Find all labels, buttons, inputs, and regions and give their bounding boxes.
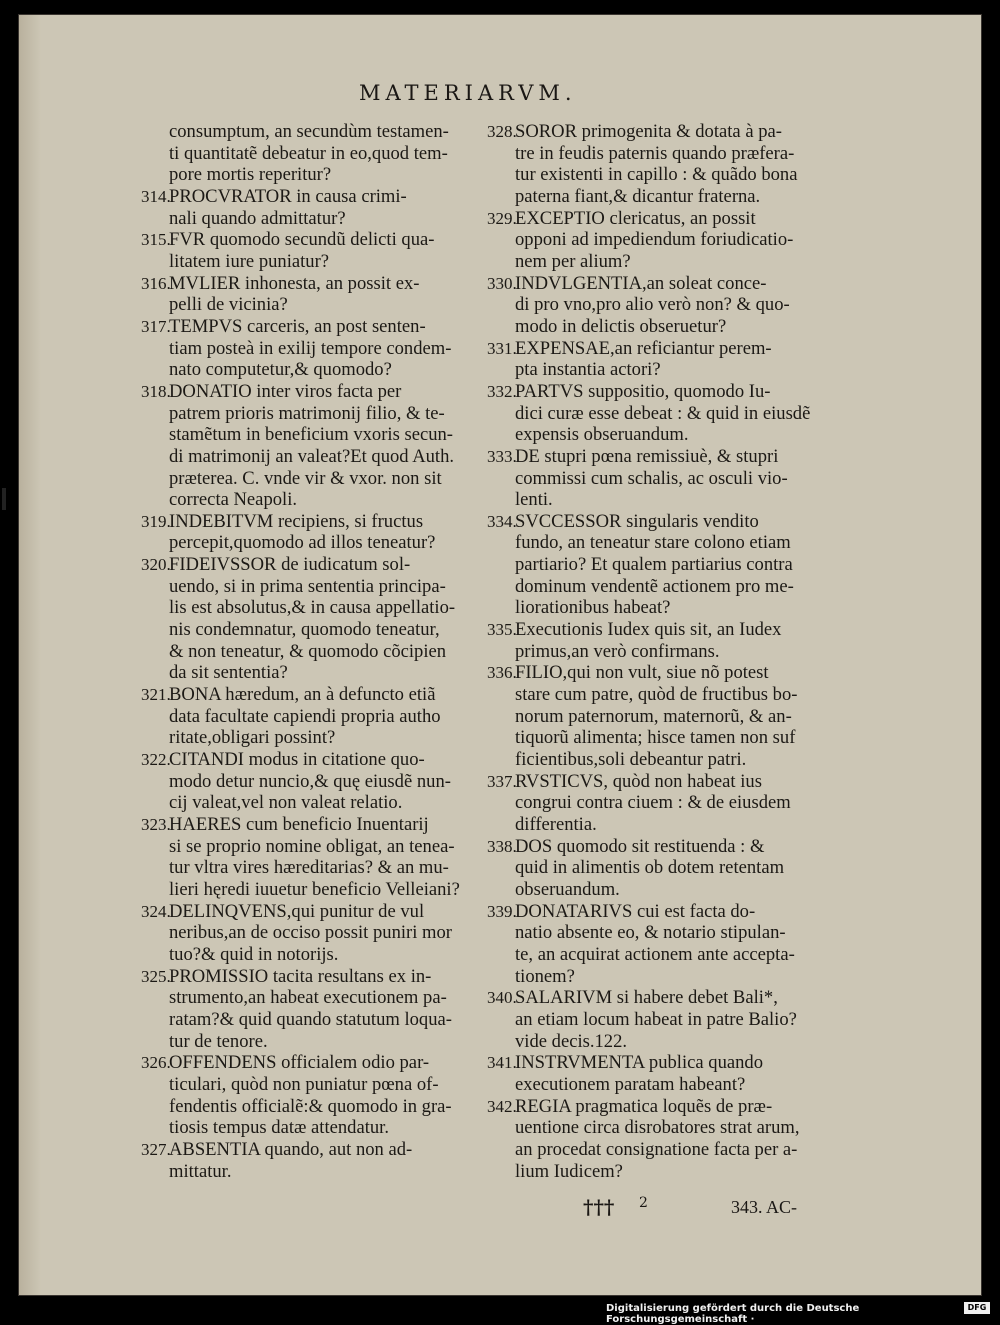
entry-number: 315. [141, 230, 171, 250]
entry-line: FILIO,qui non vult, siue nõ potest [515, 662, 769, 684]
entry-line: executionem paratam habeant? [515, 1073, 746, 1095]
entry-line: SOROR primogenita & dotata à pa- [515, 121, 782, 142]
entry-number: 335. [487, 620, 517, 640]
entry-number: 342. [487, 1096, 517, 1116]
entry-line: FVR quomodo secundũ delicti qua- [169, 229, 435, 251]
entry-line: INDVLGENTIA,an soleat conce- [515, 272, 767, 294]
index-entry [487, 771, 847, 836]
entry-line: dominum vendentẽ actionem pro me- [515, 575, 794, 597]
entry-number: 324. [141, 901, 171, 921]
entry-line: percepit,quomodo ad illos teneatur? [169, 532, 436, 554]
entry-number: 326. [141, 1053, 171, 1073]
book-page [18, 14, 982, 1296]
index-entry [141, 1052, 501, 1139]
entry-line: paterna fiant,& dicantur fraterna. [515, 185, 761, 207]
index-entry [487, 208, 847, 273]
index-entry [487, 121, 847, 208]
index-entry [487, 1052, 847, 1095]
index-entry [487, 1096, 847, 1183]
entry-line: modo detur nuncio,& quę eiusdẽ nun- [169, 770, 451, 792]
entry-line: pore mortis reperitur? [169, 164, 332, 186]
entry-line: ABSENTIA quando, aut non ad- [169, 1138, 413, 1160]
entry-line: te, an acquirat actionem ante accepta- [515, 943, 795, 965]
entry-line: primus,an verò confirmans. [515, 640, 720, 662]
scan-edge-mark [2, 488, 6, 510]
entry-line: ticulari, quòd non puniatur pœna of- [169, 1073, 439, 1095]
entry-line: tur existenti in capillo : & quãdo bona [515, 164, 798, 186]
entry-line: stamẽtum in beneficium vxoris secun- [169, 424, 453, 446]
index-entry [487, 836, 847, 901]
entry-number: 341. [487, 1053, 517, 1073]
entry-line: ratam?& quid quando statutum loqua- [169, 1008, 452, 1030]
entry-line: RVSTICVS, quòd non habeat ius [515, 770, 762, 792]
entry-line: BONA hæredum, an à defuncto etiã [169, 684, 436, 706]
entry-line: DE stupri pœna remissiuè, & stupri [515, 445, 779, 467]
index-entry [141, 901, 501, 966]
entry-line: differentia. [515, 814, 597, 835]
entry-line: INSTRVMENTA publica quando [515, 1052, 764, 1074]
entry-line: uendo, si in prima sententia principa- [169, 575, 446, 597]
entry-line: opponi ad impediendum foriudicatio- [515, 229, 794, 251]
index-entry [487, 619, 847, 662]
entry-number: 336. [487, 663, 517, 683]
entry-line: tuo?& quid in notorijs. [169, 943, 339, 965]
entry-line: litatem iure puniatur? [169, 250, 330, 272]
entry-line: congrui contra ciuem : & de eiusdem [515, 792, 791, 814]
entry-line: data facultate capiendi propria autho [169, 705, 441, 727]
entry-line: si se proprio nomine obligat, an tenea- [169, 835, 455, 857]
index-entry [487, 381, 847, 446]
entry-line: TEMPVS carceris, an post senten- [169, 315, 426, 337]
entry-number: 323. [141, 815, 171, 834]
entry-line: strumento,an habeat executionem pa- [169, 987, 447, 1009]
entry-line: mittatur. [169, 1160, 232, 1182]
entry-line: lenti. [515, 489, 553, 511]
index-entry [141, 186, 501, 229]
entry-line: MVLIER inhonesta, an possit ex- [169, 272, 420, 294]
entry-number: 332. [487, 381, 517, 401]
entry-number: 339. [487, 901, 517, 921]
index-entry [141, 121, 501, 186]
index-entry [141, 814, 501, 901]
index-entry [141, 229, 501, 272]
entry-line: pelli de vicinia? [169, 294, 288, 316]
entry-line: lium Iudicem? [515, 1160, 623, 1182]
index-entry [141, 749, 501, 814]
entry-number: 330. [487, 273, 517, 293]
catchword: 343. AC- [731, 1197, 798, 1217]
entry-line: præterea. C. vnde vir & vxor. non sit [169, 467, 442, 489]
entry-line: tre in feudis paternis quando præfera- [515, 142, 795, 164]
entry-line: partiario? Et qualem partiarius contra [515, 554, 793, 576]
signature-mark: 2 [639, 1195, 648, 1211]
index-entry [487, 987, 847, 1052]
entry-line: quid in alimentis ob dotem retentam [515, 857, 785, 879]
entry-number: 316. [141, 273, 171, 293]
entry-line: an etiam locum habeat in patre Balio? [515, 1008, 797, 1030]
index-entry [487, 662, 847, 770]
index-entry [487, 338, 847, 381]
entry-line: FIDEIVSSOR de iudicatum sol- [169, 554, 411, 576]
entry-line: SALARIVM si habere debet Bali*, [515, 987, 778, 1009]
entry-line: REGIA pragmatica loquẽs de præ- [515, 1095, 773, 1117]
entry-line: cij valeat,vel non valeat relatio. [169, 792, 403, 814]
entry-line: fundo, an teneatur stare colono etiam [515, 532, 791, 554]
entry-number: 338. [487, 836, 517, 856]
entry-line: pta instantia actori? [515, 359, 661, 381]
index-entry [141, 554, 501, 684]
entry-line: da sit sententia? [169, 662, 288, 684]
entry-line: DOS quomodo sit restituenda : & [515, 835, 765, 857]
entry-line: ficientibus,soli debeantur patri. [515, 749, 747, 771]
entry-line: fendentis officialẽ:& quomodo in gra- [169, 1095, 452, 1117]
entry-line: DONATIO inter viros facta per [169, 380, 402, 402]
entry-line: DONATARIVS cui est facta do- [515, 900, 756, 922]
index-entry [487, 901, 847, 988]
index-entry [141, 316, 501, 381]
entry-line: di matrimonij an valeat?Et quod Auth. [169, 445, 455, 467]
page-spine-shadow [19, 15, 41, 1295]
entry-number: 319. [141, 511, 171, 531]
index-entry [487, 273, 847, 338]
entry-line: EXCEPTIO clericatus, an possit [515, 207, 756, 229]
entry-number: 321. [141, 685, 171, 705]
entry-line: DELINQVENS,qui punitur de vul [169, 900, 425, 922]
entry-line: modo in delictis obseruetur? [515, 315, 727, 337]
entry-line: commissi cum schalis, ac osculi vio- [515, 467, 788, 489]
entry-line: liorationibus habeat? [515, 597, 671, 619]
entry-line: tiosis tempus datæ attendatur. [169, 1117, 390, 1139]
index-entry [141, 273, 501, 316]
index-entry [141, 684, 501, 749]
running-header: MATERIARVM. [359, 81, 577, 105]
entry-number: 329. [487, 208, 517, 228]
digitization-credit: Digitalisierung gefördert durch die Deutsche Forschungsgemeinschaft · [606, 1303, 860, 1325]
entry-line: obseruandum. [515, 878, 620, 900]
right-column [487, 121, 847, 1182]
entry-line: nem per alium? [515, 250, 631, 272]
entry-line: norum paternorum, maternorũ, & an- [515, 705, 792, 727]
entry-line: tur vltra vires hæreditarias? & an mu- [169, 857, 449, 879]
entry-line: PROMISSIO tacita resultans ex in- [169, 965, 432, 987]
entry-line: tur de tenore. [169, 1030, 268, 1052]
index-entry [487, 511, 847, 619]
entry-line: an procedat consignatione facta per a- [515, 1138, 798, 1160]
entry-line: ritate,obligari possint? [169, 727, 336, 749]
entry-line: uentione circa disrobatores strat arum, [515, 1117, 800, 1139]
left-column [141, 121, 501, 1182]
entry-line: HAERES cum beneficio Inuentarij [169, 814, 429, 835]
entry-line: INDEBITVM recipiens, si fructus [169, 510, 424, 532]
index-entry [141, 511, 501, 554]
entry-line: nali quando admittatur? [169, 207, 346, 229]
dfg-logo: DFG [964, 1302, 990, 1314]
entry-number: 340. [487, 988, 517, 1008]
entry-line: lieri hęredi iuuetur beneficio Velleiani? [169, 878, 460, 900]
entry-line: patrem prioris matrimonij filio, & te- [169, 402, 445, 424]
entry-line: expensis obseruandum. [515, 424, 689, 446]
entry-line: nato computetur,& quomodo? [169, 359, 392, 381]
entry-line: di pro vno,pro alio verò non? & quo- [515, 294, 790, 316]
index-entry [141, 966, 501, 1053]
entry-line: & non teneatur, & quomodo cõcipien [169, 640, 447, 662]
entry-line: correcta Neapoli. [169, 489, 298, 511]
entry-number: 327. [141, 1139, 171, 1159]
entry-line: vide decis.122. [515, 1030, 628, 1052]
entry-line: tionem? [515, 965, 575, 987]
entry-number: 328. [487, 122, 517, 141]
entry-line: tiam posteà in exilij tempore condem- [169, 337, 452, 359]
entry-number: 322. [141, 750, 171, 770]
entry-number: 317. [141, 316, 171, 336]
entry-line: PROCVRATOR in causa crimi- [169, 185, 407, 207]
entry-line: dici curæ esse debeat : & quid in eiusdẽ [515, 402, 811, 424]
entry-number: 333. [487, 446, 517, 466]
entry-number: 325. [141, 966, 171, 986]
entry-line: tiquorũ alimenta; hisce tamen non suf [515, 727, 796, 749]
entry-line: SVCCESSOR singularis vendito [515, 510, 759, 532]
entry-number: 337. [487, 771, 517, 791]
entry-number: 314. [141, 186, 171, 206]
entry-line: nis condemnatur, quomodo teneatur, [169, 619, 440, 641]
index-entry [487, 446, 847, 511]
entry-number: 320. [141, 555, 171, 575]
entry-line: consumptum, an secundùm testamen- [169, 121, 449, 142]
entry-line: natio absente eo, & notario stipulan- [515, 922, 786, 944]
entry-number: 318. [141, 381, 171, 401]
entry-line: stare cum patre, quòd de fructibus bo- [515, 684, 798, 706]
entry-line: PARTVS suppositio, quomodo Iu- [515, 380, 771, 402]
index-entry [141, 381, 501, 511]
entry-line: CITANDI modus in citatione quo- [169, 749, 425, 771]
index-entry [141, 1139, 501, 1182]
entry-line: OFFENDENS officialem odio par- [169, 1052, 430, 1074]
entry-line: neribus,an de occiso possit puniri mor [169, 922, 452, 944]
entry-line: EXPENSAE,an reficiantur perem- [515, 337, 772, 359]
entry-line: ti quantitatẽ debeatur in eo,quod tem- [169, 142, 448, 164]
footer-cross-marks: ††† [583, 1195, 615, 1219]
entry-line: lis est absolutus,& in causa appellatio- [169, 597, 456, 619]
entry-number: 334. [487, 511, 517, 531]
entry-number: 331. [487, 338, 517, 358]
entry-line: Executionis Iudex quis sit, an Iudex [515, 619, 782, 641]
